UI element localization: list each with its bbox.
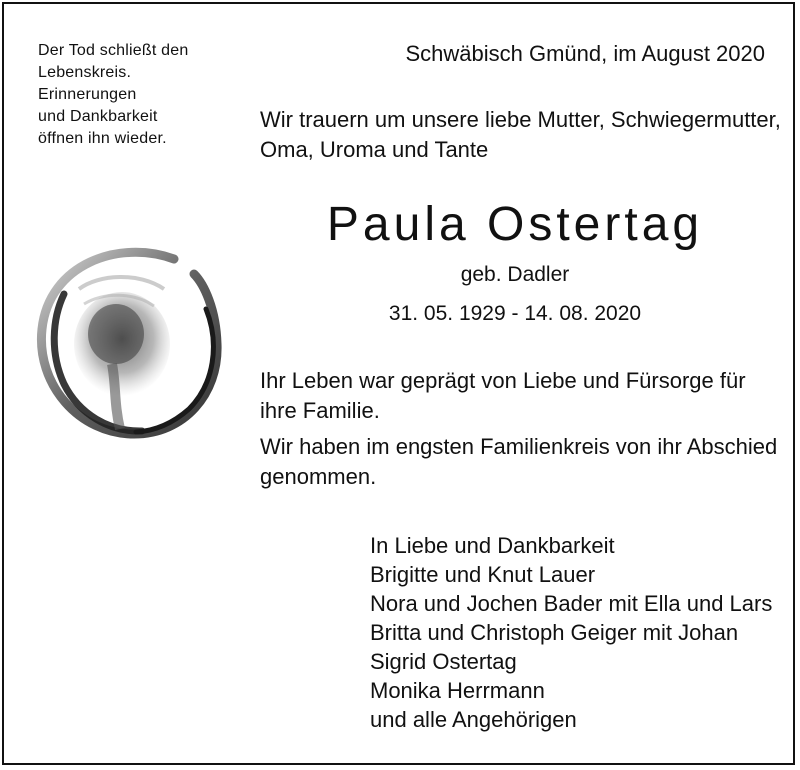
maiden-name: geb. Dadler <box>460 263 570 286</box>
paragraph-life <box>260 366 780 426</box>
quote-line: öffnen ihn wieder. <box>38 130 167 147</box>
life-dates: 31. 05. 1929 - 14. 08. 2020 <box>388 302 642 325</box>
quote-line: Lebenskreis. <box>38 64 132 81</box>
intro-line: Wir trauern um unsere liebe Mutter, Schwiegermutter, <box>260 107 781 132</box>
mourner-line: Nora und Jochen Bader mit Ella und Lars <box>370 591 773 616</box>
paragraph-line: ihre Familie. <box>260 398 380 423</box>
memorial-quote <box>38 40 238 150</box>
mourner-line: Sigrid Ostertag <box>370 649 517 674</box>
paragraph-line: Wir haben im engsten Familienkreis von ihr Abschied <box>260 434 778 459</box>
paragraph-farewell <box>260 432 780 492</box>
deceased-name: Paula Ostertag <box>326 198 704 251</box>
quote-line: und Dankbarkeit <box>38 108 158 125</box>
obituary-notice <box>2 2 795 765</box>
mourner-line: In Liebe und Dankbarkeit <box>370 533 615 558</box>
paragraph-line: genommen. <box>260 464 377 489</box>
quote-line: Der Tod schließt den <box>38 42 189 59</box>
intro-text <box>260 105 780 165</box>
mourner-line: Monika Herrmann <box>370 678 545 703</box>
mourner-line: Brigitte und Knut Lauer <box>370 562 596 587</box>
ensou-brush-circle-icon <box>24 234 234 449</box>
mourners-list <box>370 531 780 734</box>
mourner-line: und alle Angehörigen <box>370 707 577 732</box>
intro-line: Oma, Uroma und Tante <box>260 137 489 162</box>
quote-line: Erinnerungen <box>38 86 137 103</box>
mourner-line: Britta und Christoph Geiger mit Johan <box>370 620 739 645</box>
place-and-date: Schwäbisch Gmünd, im August 2020 <box>405 41 765 66</box>
paragraph-line: Ihr Leben war geprägt von Liebe und Fürsorge für <box>260 368 746 393</box>
